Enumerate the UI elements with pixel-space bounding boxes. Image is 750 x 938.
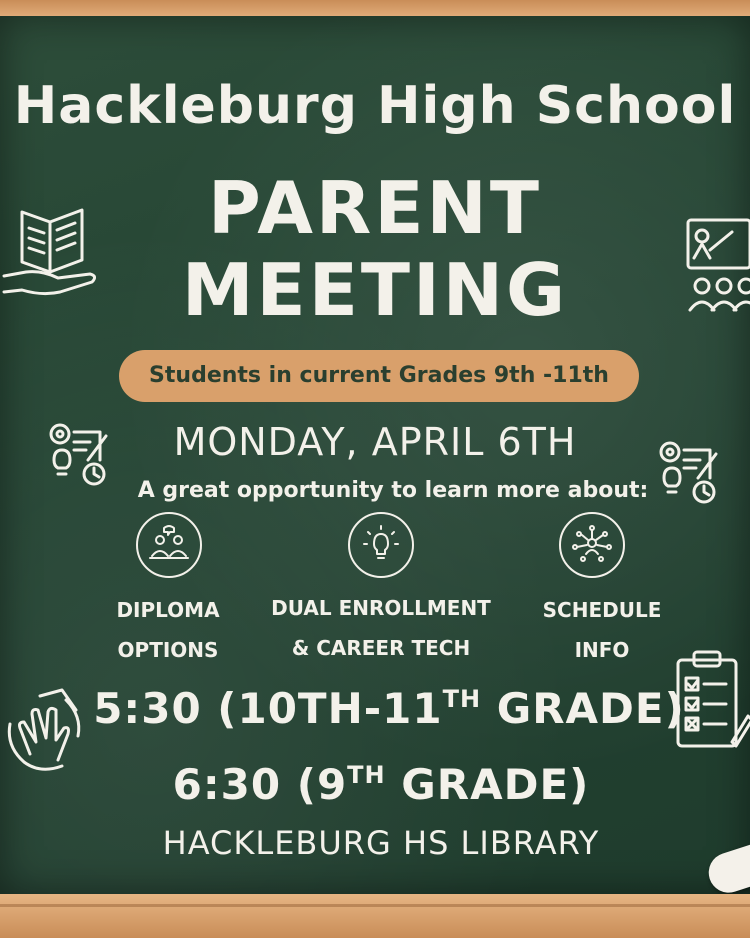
meeting-people-icon xyxy=(138,514,200,576)
session2-sup: TH xyxy=(347,761,386,789)
board-frame-bottom xyxy=(0,894,750,938)
chalkboard xyxy=(0,16,750,894)
topic-diploma-line1: DIPLOMA xyxy=(116,598,220,622)
session-time-9 xyxy=(6,760,750,809)
topic-diploma-line2: OPTIONS xyxy=(117,638,219,662)
session1-sup: TH xyxy=(442,685,482,713)
meeting-location: HACKLEBURG HS LIBRARY xyxy=(162,824,600,862)
topic-diploma-label xyxy=(98,590,238,670)
topic-circle-diploma xyxy=(136,512,202,578)
topic-circle-dual-enrollment xyxy=(348,512,414,578)
audience-text: Students in current Grades 9th -11th xyxy=(149,363,609,388)
topics-intro: A great opportunity to learn more about: xyxy=(137,478,649,503)
session-time-10-11 xyxy=(14,684,750,733)
topic-dual-line2: & CAREER TECH xyxy=(291,636,471,660)
lightbulb-icon xyxy=(350,514,412,576)
topic-dual-enrollment-label xyxy=(270,588,492,668)
meeting-date: MONDAY, APRIL 6TH xyxy=(173,420,577,464)
title-parent: PARENT xyxy=(208,166,542,250)
topic-dual-line1: DUAL ENROLLMENT xyxy=(271,596,491,620)
session1-rest: GRADE) xyxy=(481,684,685,733)
topic-circle-schedule xyxy=(559,512,625,578)
board-frame-top xyxy=(0,0,750,16)
topic-schedule-line1: SCHEDULE xyxy=(542,598,662,622)
school-name: Hackleburg High School xyxy=(13,76,737,136)
topic-schedule-label xyxy=(532,590,672,670)
network-icon xyxy=(561,514,623,576)
session2-time: 6:30 (9 xyxy=(172,760,348,809)
session1-time: 5:30 (10TH-11 xyxy=(93,684,443,733)
title-meeting: MEETING xyxy=(181,248,569,332)
session2-rest: GRADE) xyxy=(385,760,590,809)
audience-banner xyxy=(119,350,639,402)
topic-schedule-line2: INFO xyxy=(574,638,630,662)
